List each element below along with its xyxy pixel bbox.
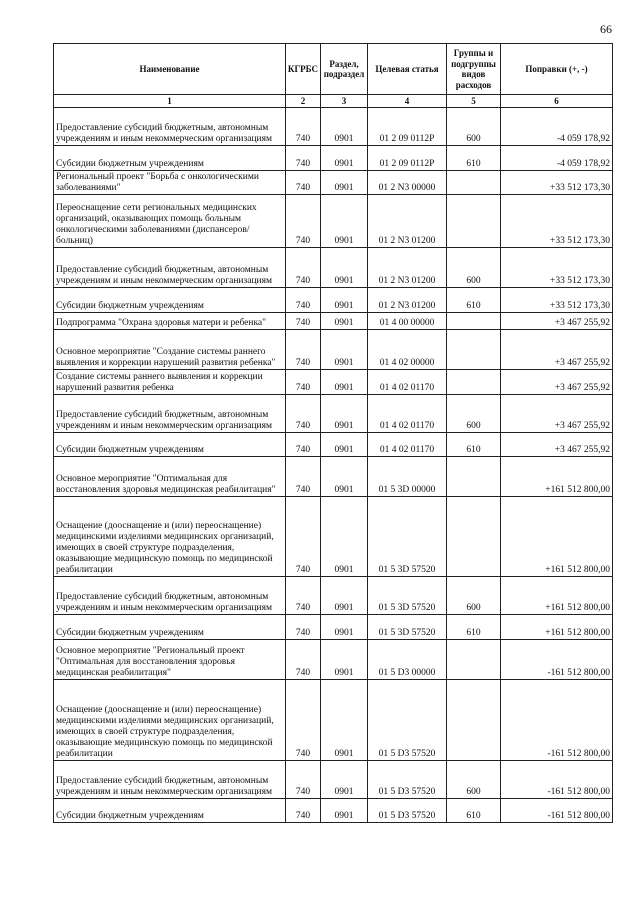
cell-group: 610 — [447, 146, 501, 171]
cell-kgrbs: 740 — [286, 457, 321, 497]
budget-table — [53, 43, 613, 823]
cell-kgrbs: 740 — [286, 680, 321, 761]
cell-group — [447, 370, 501, 395]
cell-kgrbs: 740 — [286, 313, 321, 330]
cell-section: 0901 — [321, 577, 368, 615]
cell-name: Предоставление субсидий бюджетным, автономным учреждениям и иным некоммерческим организациям — [54, 577, 286, 615]
cell-group — [447, 457, 501, 497]
cell-section: 0901 — [321, 395, 368, 433]
table-row — [54, 288, 613, 313]
cell-section: 0901 — [321, 146, 368, 171]
cell-kgrbs: 740 — [286, 761, 321, 799]
cell-section: 0901 — [321, 615, 368, 640]
header-section: Раздел, подраздел — [321, 44, 368, 95]
table-row — [54, 171, 613, 195]
table-row — [54, 680, 613, 761]
cell-kgrbs: 740 — [286, 615, 321, 640]
table-row — [54, 146, 613, 171]
cell-group — [447, 313, 501, 330]
table-row — [54, 370, 613, 395]
cell-kgrbs: 740 — [286, 108, 321, 146]
cell-name: Предоставление субсидий бюджетным, автономным учреждениям и иным некоммерческим организациям — [54, 395, 286, 433]
header-row — [54, 44, 613, 95]
table-row — [54, 577, 613, 615]
header-group: Группы и подгруппы видов расходов — [447, 44, 501, 95]
cell-name: Оснащение (дооснащение и (или) переоснащение) медицинскими изделиями медицинских организаций, имеющих в своей структуре подразделения, оказывающие медицинскую помощь по медицинской реабилитации — [54, 680, 286, 761]
cell-target: 01 4 02 00000 — [368, 330, 447, 370]
header-name: Наименование — [54, 44, 286, 95]
table-row — [54, 457, 613, 497]
cell-section: 0901 — [321, 171, 368, 195]
cell-amount: -161 512 800,00 — [501, 680, 613, 761]
cell-target: 01 2 N3 01200 — [368, 195, 447, 248]
column-number: 3 — [321, 95, 368, 108]
cell-target: 01 2 09 0112P — [368, 108, 447, 146]
cell-section: 0901 — [321, 457, 368, 497]
cell-kgrbs: 740 — [286, 288, 321, 313]
cell-section: 0901 — [321, 640, 368, 680]
cell-kgrbs: 740 — [286, 195, 321, 248]
cell-amount: -161 512 800,00 — [501, 761, 613, 799]
cell-name: Оснащение (дооснащение и (или) переоснащение) медицинскими изделиями медицинских организаций, имеющих в своей структуре подразделения, оказывающие медицинскую помощь по медицинской реабилитации — [54, 497, 286, 577]
cell-section: 0901 — [321, 330, 368, 370]
cell-name: Субсидии бюджетным учреждениям — [54, 146, 286, 171]
cell-section: 0901 — [321, 799, 368, 823]
cell-amount: +3 467 255,92 — [501, 330, 613, 370]
cell-kgrbs: 740 — [286, 146, 321, 171]
table-row — [54, 330, 613, 370]
cell-section: 0901 — [321, 433, 368, 457]
cell-target: 01 5 D3 57520 — [368, 799, 447, 823]
cell-amount: -161 512 800,00 — [501, 799, 613, 823]
header-kgrbs: КГРБС — [286, 44, 321, 95]
cell-name: Переоснащение сети региональных медицинских организаций, оказывающих помощь больным онкологическими заболеваниями (диспансеров/больниц) — [54, 195, 286, 248]
cell-kgrbs: 740 — [286, 370, 321, 395]
cell-group — [447, 640, 501, 680]
column-number-row — [54, 95, 613, 108]
cell-kgrbs: 740 — [286, 640, 321, 680]
cell-amount: +3 467 255,92 — [501, 313, 613, 330]
table-row — [54, 799, 613, 823]
cell-section: 0901 — [321, 248, 368, 288]
table-row — [54, 433, 613, 457]
cell-target: 01 5 D3 57520 — [368, 680, 447, 761]
header-target: Целевая статья — [368, 44, 447, 95]
cell-name: Предоставление субсидий бюджетным, автономным учреждениям и иным некоммерческим организациям — [54, 248, 286, 288]
table-row — [54, 108, 613, 146]
cell-amount: +3 467 255,92 — [501, 395, 613, 433]
cell-target: 01 2 N3 01200 — [368, 248, 447, 288]
table-body — [54, 108, 613, 823]
cell-name: Предоставление субсидий бюджетным, автономным учреждениям и иным некоммерческим организациям — [54, 108, 286, 146]
cell-name: Подпрограмма "Охрана здоровья матери и ребенка" — [54, 313, 286, 330]
cell-section: 0901 — [321, 370, 368, 395]
cell-amount: +161 512 800,00 — [501, 457, 613, 497]
cell-amount: +33 512 173,30 — [501, 288, 613, 313]
cell-kgrbs: 740 — [286, 395, 321, 433]
cell-amount: +161 512 800,00 — [501, 615, 613, 640]
cell-group — [447, 195, 501, 248]
cell-name: Субсидии бюджетным учреждениям — [54, 615, 286, 640]
cell-kgrbs: 740 — [286, 799, 321, 823]
cell-target: 01 4 02 01170 — [368, 395, 447, 433]
cell-section: 0901 — [321, 108, 368, 146]
table-row — [54, 395, 613, 433]
table-row — [54, 313, 613, 330]
table-row — [54, 497, 613, 577]
table-row — [54, 195, 613, 248]
cell-section: 0901 — [321, 313, 368, 330]
cell-kgrbs: 740 — [286, 248, 321, 288]
cell-amount: -4 059 178,92 — [501, 108, 613, 146]
cell-name: Создание системы раннего выявления и коррекции нарушений развития ребенка — [54, 370, 286, 395]
cell-amount: +161 512 800,00 — [501, 497, 613, 577]
cell-target: 01 2 N3 00000 — [368, 171, 447, 195]
table-row — [54, 248, 613, 288]
cell-section: 0901 — [321, 497, 368, 577]
header-amount: Поправки (+, -) — [501, 44, 613, 95]
cell-amount: +33 512 173,30 — [501, 171, 613, 195]
table-row — [54, 761, 613, 799]
cell-group: 610 — [447, 615, 501, 640]
cell-section: 0901 — [321, 288, 368, 313]
cell-group: 600 — [447, 761, 501, 799]
cell-name: Региональный проект "Борьба с онкологическими заболеваниями" — [54, 171, 286, 195]
cell-name: Предоставление субсидий бюджетным, автономным учреждениям и иным некоммерческим организациям — [54, 761, 286, 799]
cell-target: 01 5 3D 00000 — [368, 457, 447, 497]
cell-target: 01 4 02 01170 — [368, 370, 447, 395]
cell-target: 01 5 D3 00000 — [368, 640, 447, 680]
cell-group: 610 — [447, 799, 501, 823]
cell-amount: +33 512 173,30 — [501, 195, 613, 248]
table-row — [54, 640, 613, 680]
cell-target: 01 4 00 00000 — [368, 313, 447, 330]
column-number: 1 — [54, 95, 286, 108]
column-number: 5 — [447, 95, 501, 108]
cell-name: Основное мероприятие "Региональный проект "Оптимальная для восстановления здоровья медицинская реабилитация" — [54, 640, 286, 680]
cell-name: Основное мероприятие "Создание системы раннего выявления и коррекции нарушений развития ребенка" — [54, 330, 286, 370]
cell-group: 610 — [447, 433, 501, 457]
cell-name: Основное мероприятие "Оптимальная для восстановления здоровья медицинская реабилитация" — [54, 457, 286, 497]
column-number: 6 — [501, 95, 613, 108]
cell-kgrbs: 740 — [286, 433, 321, 457]
cell-group — [447, 330, 501, 370]
cell-amount: -4 059 178,92 — [501, 146, 613, 171]
cell-target: 01 5 3D 57520 — [368, 615, 447, 640]
cell-amount: +3 467 255,92 — [501, 370, 613, 395]
cell-group: 610 — [447, 288, 501, 313]
table-row — [54, 615, 613, 640]
cell-group — [447, 680, 501, 761]
cell-group: 600 — [447, 395, 501, 433]
cell-target: 01 2 09 0112P — [368, 146, 447, 171]
cell-kgrbs: 740 — [286, 497, 321, 577]
cell-target: 01 5 3D 57520 — [368, 497, 447, 577]
cell-group — [447, 497, 501, 577]
page-number: 66 — [600, 22, 612, 36]
cell-name: Субсидии бюджетным учреждениям — [54, 288, 286, 313]
cell-amount: +3 467 255,92 — [501, 433, 613, 457]
cell-section: 0901 — [321, 680, 368, 761]
cell-name: Субсидии бюджетным учреждениям — [54, 433, 286, 457]
cell-section: 0901 — [321, 195, 368, 248]
cell-group: 600 — [447, 248, 501, 288]
cell-name: Субсидии бюджетным учреждениям — [54, 799, 286, 823]
cell-group: 600 — [447, 577, 501, 615]
cell-kgrbs: 740 — [286, 577, 321, 615]
cell-target: 01 5 3D 57520 — [368, 577, 447, 615]
cell-target: 01 2 N3 01200 — [368, 288, 447, 313]
cell-group: 600 — [447, 108, 501, 146]
column-number: 4 — [368, 95, 447, 108]
cell-group — [447, 171, 501, 195]
cell-amount: +33 512 173,30 — [501, 248, 613, 288]
cell-kgrbs: 740 — [286, 171, 321, 195]
cell-amount: +161 512 800,00 — [501, 577, 613, 615]
cell-section: 0901 — [321, 761, 368, 799]
cell-target: 01 5 D3 57520 — [368, 761, 447, 799]
cell-kgrbs: 740 — [286, 330, 321, 370]
cell-amount: -161 512 800,00 — [501, 640, 613, 680]
cell-target: 01 4 02 01170 — [368, 433, 447, 457]
column-number: 2 — [286, 95, 321, 108]
